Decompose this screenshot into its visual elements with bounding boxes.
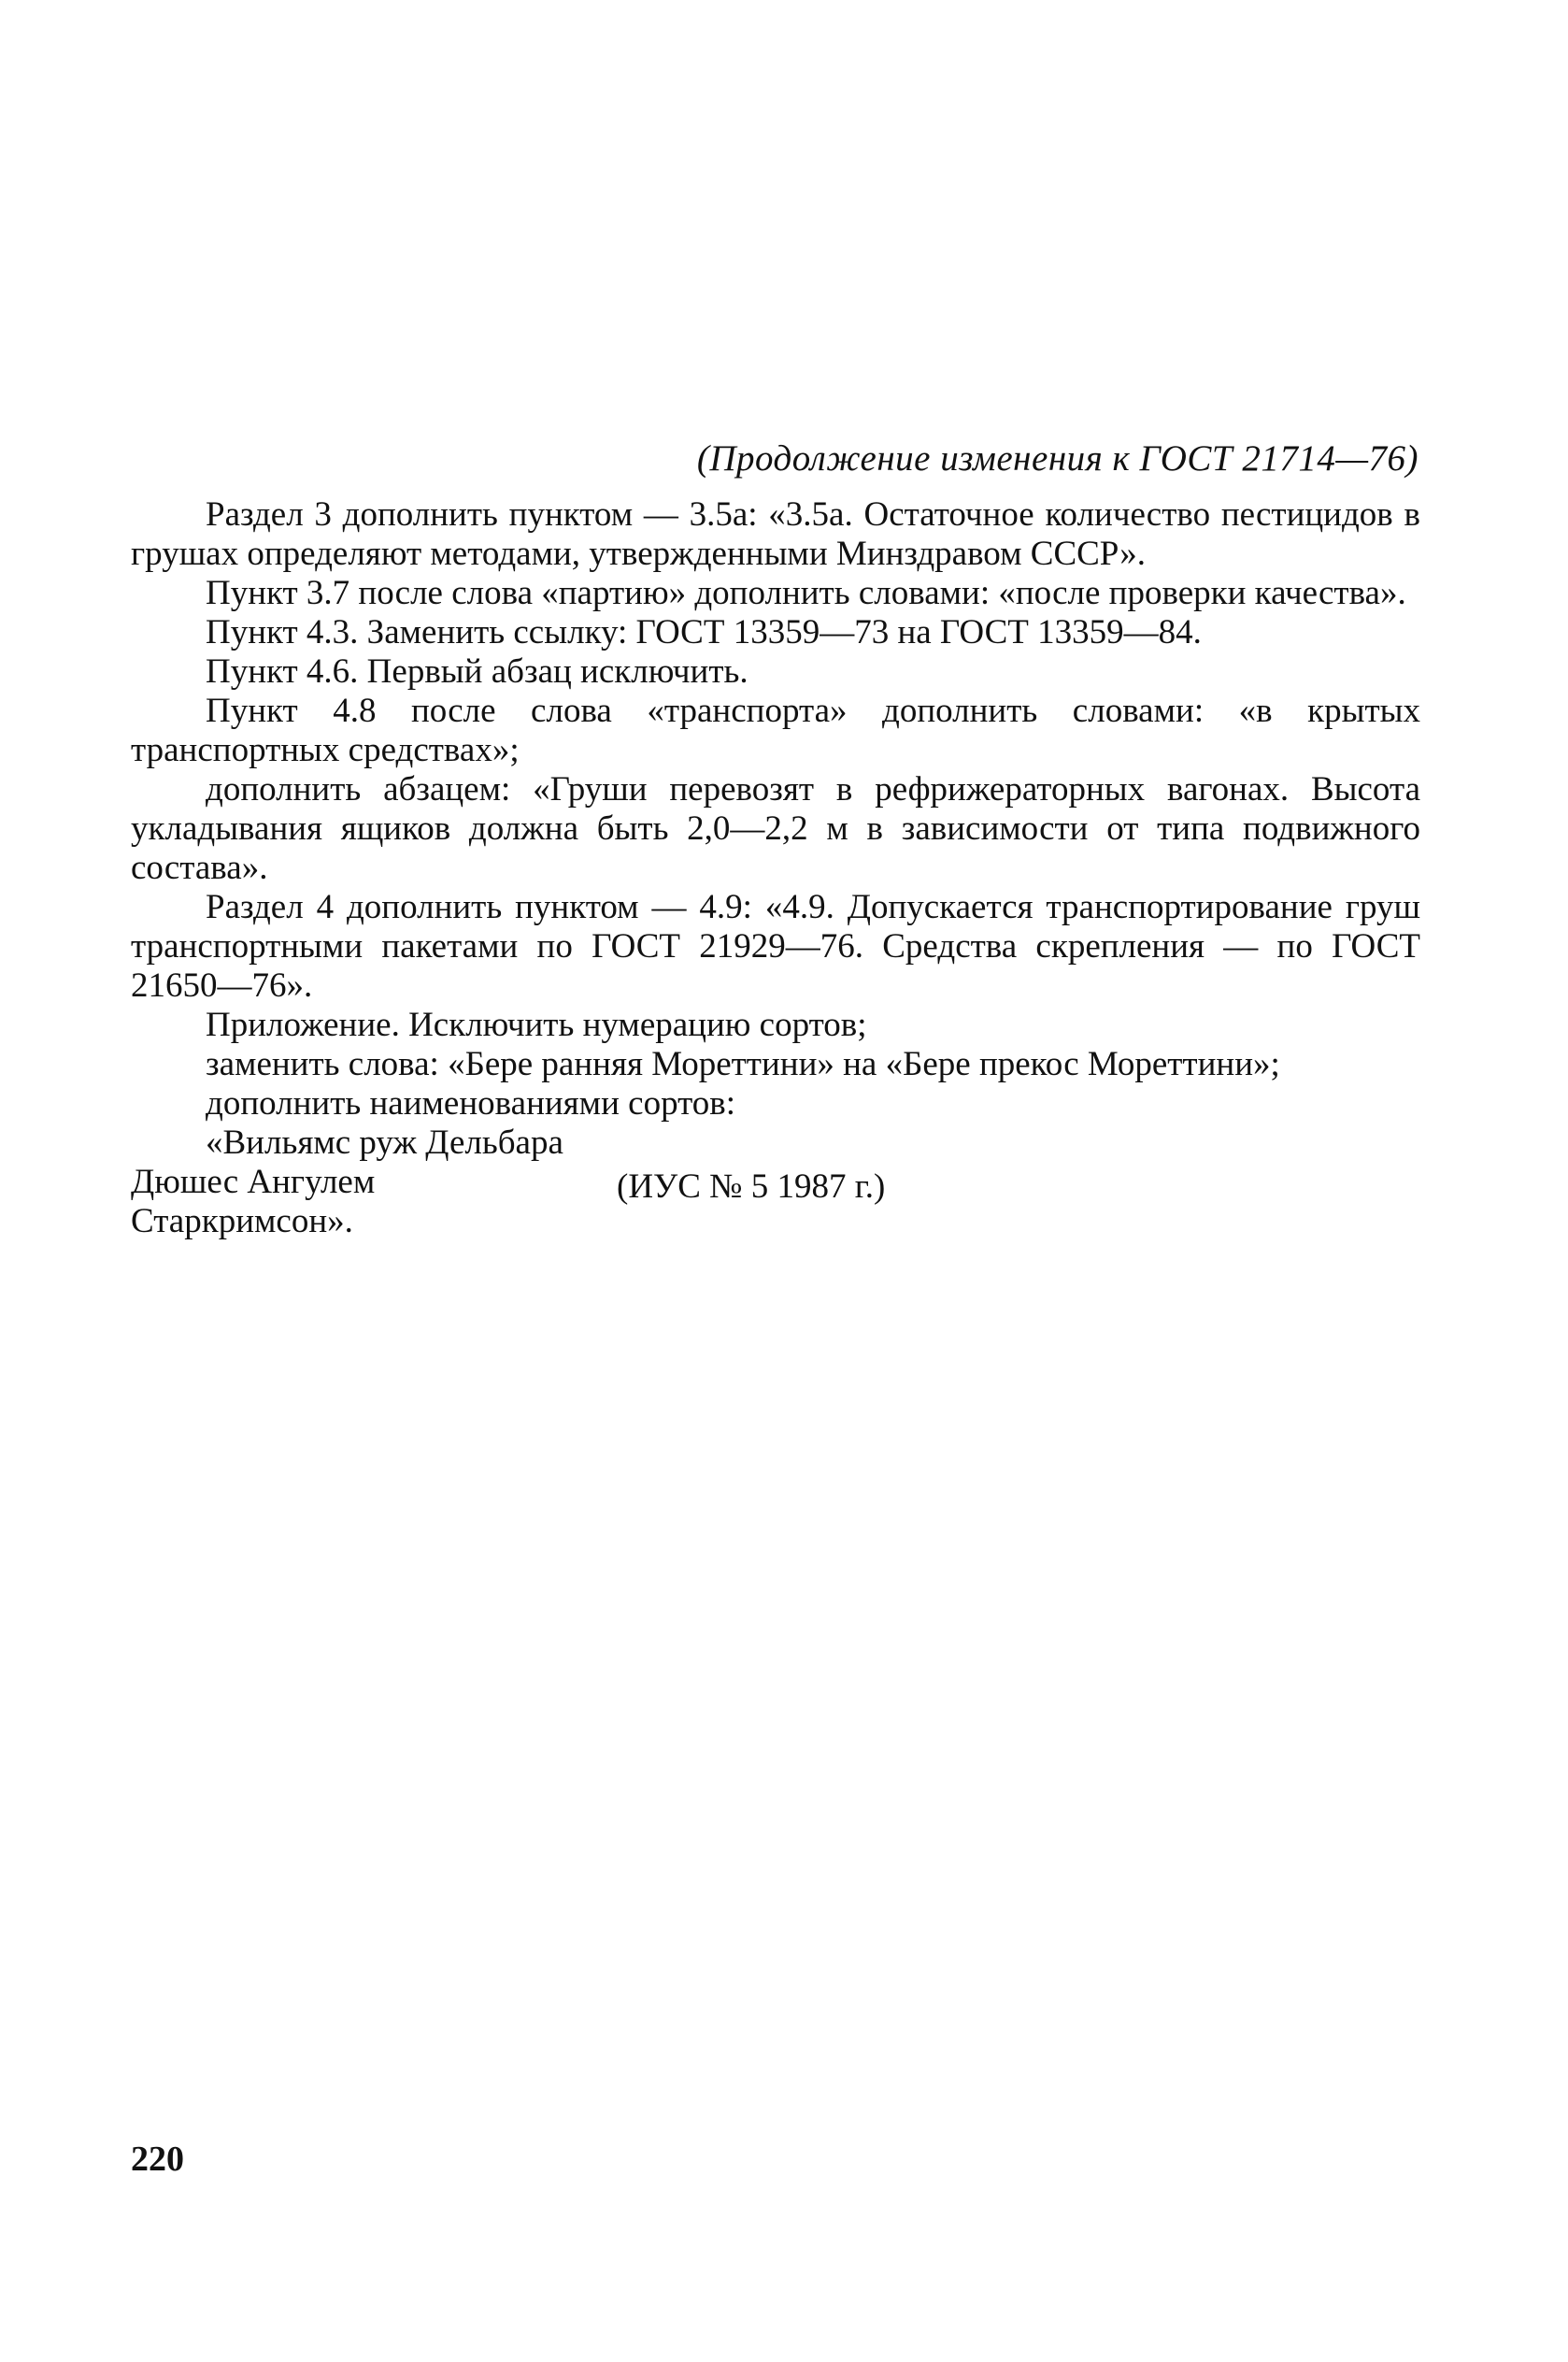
variety-item: Старкримсон». <box>131 1202 353 1240</box>
paragraph-appendix: Приложение. Исключить нумерацию сортов; <box>206 1006 867 1044</box>
paragraph-section-3: Раздел 3 дополнить пунктом — 3.5а: «3.5а. Остаточное количество пестицидов в грушах определяют методами, утвержденными Минздравом СССР». <box>131 495 1420 573</box>
paragraph-item-3-7: Пункт 3.7 после слова «партию» дополнить словами: «после проверки качества». <box>206 574 1406 612</box>
continuation-header: (Продолжение изменения к ГОСТ 21714—76) <box>696 438 1418 479</box>
paragraph-add-varieties: дополнить наименованиями сортов: <box>206 1084 736 1123</box>
paragraph-item-4-6: Пункт 4.6. Первый абзац исключить. <box>206 652 748 691</box>
page-number: 220 <box>131 2140 184 2179</box>
variety-item: Дюшес Ангулем <box>131 1163 376 1201</box>
amendment-text <box>131 495 1420 1241</box>
paragraph-section-4: Раздел 4 дополнить пунктом — 4.9: «4.9. Допускается транспортирование груш транспортными пакетами по ГОСТ 21929—76. Средства скрепления — по ГОСТ 21650—76». <box>131 888 1420 1005</box>
paragraph-replace-words: заменить слова: «Бере ранняя Мореттини» на «Бере прекос Мореттини»; <box>206 1045 1280 1083</box>
paragraph-item-4-8: Пункт 4.8 после слова «транспорта» дополнить словами: «в крытых транспортных средствах»; <box>131 692 1420 769</box>
variety-item: «Вильямс руж Дельбара <box>206 1124 563 1162</box>
paragraph-add-abzac: дополнить абзацем: «Груши перевозят в рефрижераторных вагонах. Высота укладывания ящиков должна быть 2,0—2,2 м в зависимости от типа подвижного состава». <box>131 770 1420 887</box>
source-reference: (ИУС № 5 1987 г.) <box>617 1167 886 1206</box>
paragraph-item-4-3: Пункт 4.3. Заменить ссылку: ГОСТ 13359—73 на ГОСТ 13359—84. <box>206 613 1202 651</box>
